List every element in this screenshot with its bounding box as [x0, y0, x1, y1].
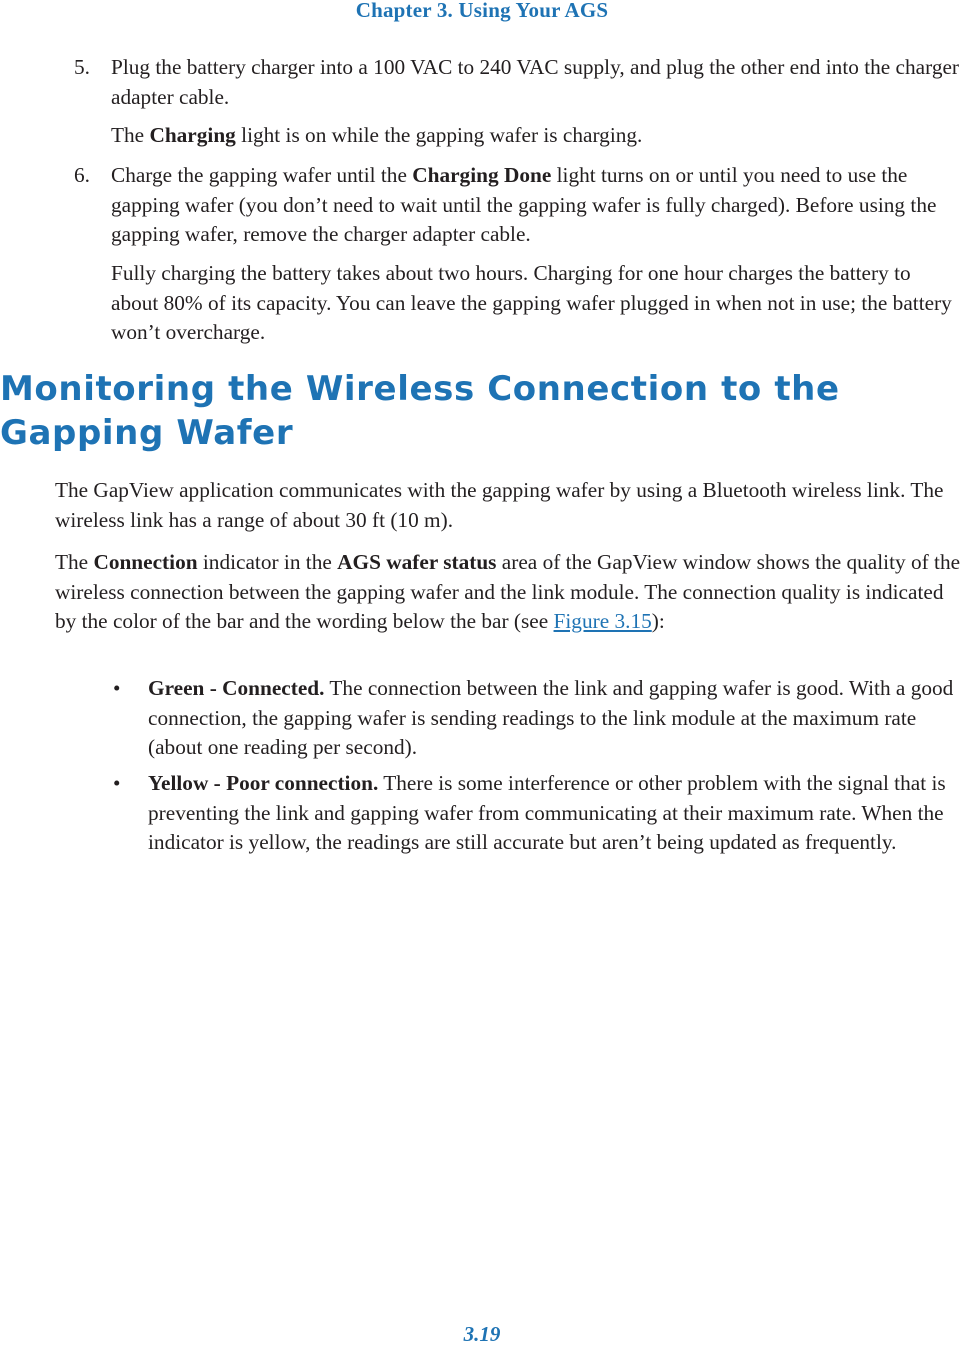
step-6-text [111, 161, 961, 250]
para2-t1: The [55, 550, 94, 574]
step-6-text-pre: Charge the gapping wafer until the [111, 163, 413, 187]
bullet-yellow-bold: Yellow - Poor connection. [148, 771, 379, 795]
bullet-green-text [148, 674, 963, 763]
section-para-connection [55, 548, 963, 637]
para2-t3: area of the GapView window shows the quality of the wireless connection between the gapping wafer and the link module. The connection quality is indicated by the color of the bar and the wording below the bar (see [55, 550, 961, 633]
step-5-note [111, 121, 961, 151]
step-6-note: Fully charging the battery takes about two hours. Charging for one hour charges the battery to about 80% of its capacity. You can leave the gapping wafer plugged in when not in use; the battery won’t overcharge. [111, 261, 952, 344]
running-header: Chapter 3. Using Your AGS [355, 0, 609, 22]
para2-t4: ): [651, 609, 665, 633]
figure-3-15-link[interactable]: Figure 3.15 [553, 609, 652, 633]
section-title: Monitoring the Wireless Connection to the Gapping Wafer [0, 369, 840, 453]
para2-b1: Connection [93, 550, 198, 574]
step-6-text-bold: Charging Done [412, 163, 552, 187]
page-number: 3.19 [463, 1322, 501, 1346]
para2-t2: indicator in the [197, 550, 338, 574]
step-5-text: Plug the battery charger into a 100 VAC to 240 VAC supply, and plug the other end into the charger adapter cable. [111, 55, 960, 109]
step-5-note-pre: The [111, 123, 150, 147]
bullet-yellow-symbol: • [113, 771, 121, 795]
bullet-green-bold: Green - Connected. [148, 676, 325, 700]
step-6-number: 6. [74, 163, 90, 187]
step-5-note-post: light is on while the gapping wafer is charging. [235, 123, 643, 147]
step-5-number: 5. [74, 55, 90, 79]
step-5-note-bold: Charging [149, 123, 236, 147]
para2-b2: AGS wafer status [337, 550, 497, 574]
section-intro: The GapView application communicates with the gapping wafer by using a Bluetooth wireless link. The wireless link has a range of about 30 ft (10 m). [55, 478, 944, 532]
bullet-yellow-text [148, 769, 963, 858]
step-6-text-post: light turns on or until you need to use the gapping wafer (you don’t need to wait until the gapping wafer is fully charged). Before using the gapping wafer, remove the charger adapter cable. [111, 163, 937, 246]
bullet-green-body: The connection between the link and gapping wafer is good. With a good connection, the gapping wafer is sending readings to the link module at the maximum rate (about one reading per second). [148, 676, 954, 759]
bullet-green-symbol: • [113, 676, 121, 700]
bullet-yellow-body: There is some interference or other problem with the signal that is preventing the link and gapping wafer from communicating at their maximum rate. When the indicator is yellow, the readings are still accurate but aren’t being updated as frequently. [148, 771, 946, 854]
